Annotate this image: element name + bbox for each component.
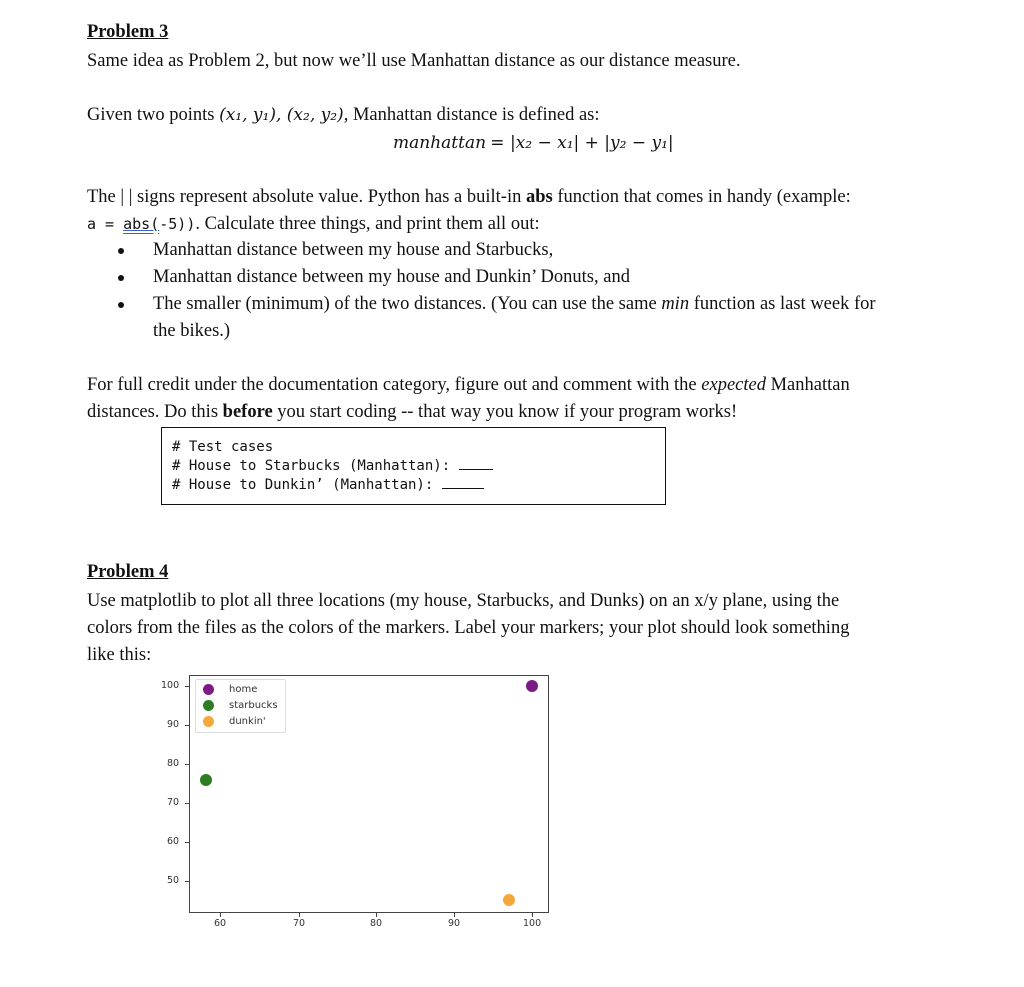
- legend-marker-icon: [203, 700, 214, 711]
- abs-line-2: [87, 211, 540, 238]
- bullet-item-minimum: [153, 291, 876, 318]
- test-cases-code-box: [161, 427, 666, 505]
- credit-line-2: [87, 399, 737, 426]
- y-tick-label: 70: [167, 797, 180, 808]
- problem4-line-3: like this:: [87, 645, 152, 665]
- y-tick: [185, 764, 189, 765]
- y-tick: [185, 725, 189, 726]
- abs-line2-rest: . Calculate three things, and print them all out:: [195, 214, 540, 234]
- code-line-dunkin: [172, 476, 484, 495]
- y-tick: [185, 842, 189, 843]
- code-line-starbucks: [172, 457, 493, 476]
- bullet-item-dunkin: Manhattan distance between my house and Dunkin’ Donuts, and: [153, 267, 630, 287]
- credit-text-b: Manhattan: [765, 375, 850, 395]
- code-abs-call: abs(: [123, 215, 160, 233]
- x-tick: [532, 913, 533, 917]
- marker-dunkin: [503, 894, 515, 906]
- y-tick: [185, 686, 189, 687]
- x-tick-label: 80: [370, 918, 383, 929]
- marker-starbucks: [200, 774, 212, 786]
- plot-legend: [195, 679, 286, 733]
- abs-bold: abs: [526, 187, 553, 207]
- y-tick: [185, 803, 189, 804]
- blank-dunkin: [442, 476, 484, 489]
- code-dunkin-text: # House to Dunkin’ (Manhattan):: [172, 477, 442, 493]
- blank-starbucks: [459, 457, 493, 470]
- x-tick: [376, 913, 377, 917]
- x-tick-label: 70: [293, 918, 306, 929]
- marker-home: [526, 680, 538, 692]
- abs-text-a: The | | signs represent absolute value. Python has a built-in: [87, 187, 526, 207]
- formula-lhs: manhattan: [393, 133, 487, 153]
- y-tick-label: 100: [161, 680, 180, 691]
- given-suffix: , Manhattan distance is defined as:: [343, 105, 600, 125]
- problem3-heading: Problem 3: [87, 22, 169, 42]
- credit-italic: expected: [701, 375, 766, 395]
- x-tick: [299, 913, 300, 917]
- problem3-intro: Same idea as Problem 2, but now we’ll use Manhattan distance as our distance measure.: [87, 51, 741, 71]
- code-line-test-cases: # Test cases: [172, 439, 274, 455]
- x-tick-label: 100: [523, 918, 542, 929]
- legend-marker-icon: [203, 716, 214, 727]
- y-tick-label: 90: [167, 719, 180, 730]
- x-tick-label: 60: [214, 918, 227, 929]
- given-prefix: Given two points: [87, 105, 220, 125]
- bullet-item-minimum-cont: the bikes.): [153, 321, 231, 341]
- formula-rhs: = |x₂ − x₁| + |y₂ − y₁|: [490, 133, 674, 153]
- x-tick: [220, 913, 221, 917]
- given-points-line: [87, 102, 600, 129]
- credit-text-a: For full credit under the documentation category, figure out and comment with the: [87, 375, 702, 395]
- code-starbucks-text: # House to Starbucks (Manhattan):: [172, 458, 459, 474]
- x-tick-label: 90: [448, 918, 461, 929]
- credit2-text-b: you start coding -- that way you know if your program works!: [272, 402, 738, 422]
- legend-label: home: [229, 684, 258, 695]
- y-tick-label: 60: [167, 836, 180, 847]
- bullet3-rest: function as last week for: [689, 294, 876, 314]
- legend-label: starbucks: [229, 700, 278, 711]
- bullet3-text: The smaller (minimum) of the two distances. (You can use the same: [153, 294, 662, 314]
- y-tick: [185, 881, 189, 882]
- legend-label: dunkin': [229, 716, 266, 727]
- abs-line-1: [87, 184, 851, 211]
- given-points: (x₁, y₁), (x₂, y₂): [219, 105, 344, 125]
- bullet-icon: [118, 302, 124, 308]
- bullet-item-starbucks: Manhattan distance between my house and Starbucks,: [153, 240, 554, 260]
- y-tick-label: 80: [167, 758, 180, 769]
- bullet-icon: [118, 275, 124, 281]
- problem4-line-2: colors from the files as the colors of the markers. Label your markers; your plot should look something: [87, 618, 850, 638]
- legend-marker-icon: [203, 684, 214, 695]
- x-tick: [454, 913, 455, 917]
- manhattan-formula: [393, 129, 674, 157]
- bullet-icon: [118, 248, 124, 254]
- problem4-line-1: Use matplotlib to plot all three locations (my house, Starbucks, and Dunks) on an x/y plane, using the: [87, 591, 840, 611]
- abs-text-b: function that comes in handy (example:: [552, 187, 851, 207]
- code-abs-arg: -5)): [159, 215, 196, 233]
- bullet3-italic-min: min: [661, 294, 690, 314]
- problem4-heading: Problem 4: [87, 562, 169, 582]
- y-tick-label: 50: [167, 875, 180, 886]
- credit-line-1: [87, 372, 850, 399]
- credit2-text-a: distances. Do this: [87, 402, 223, 422]
- credit2-bold: before: [222, 402, 273, 422]
- code-a-assign: a =: [87, 215, 124, 233]
